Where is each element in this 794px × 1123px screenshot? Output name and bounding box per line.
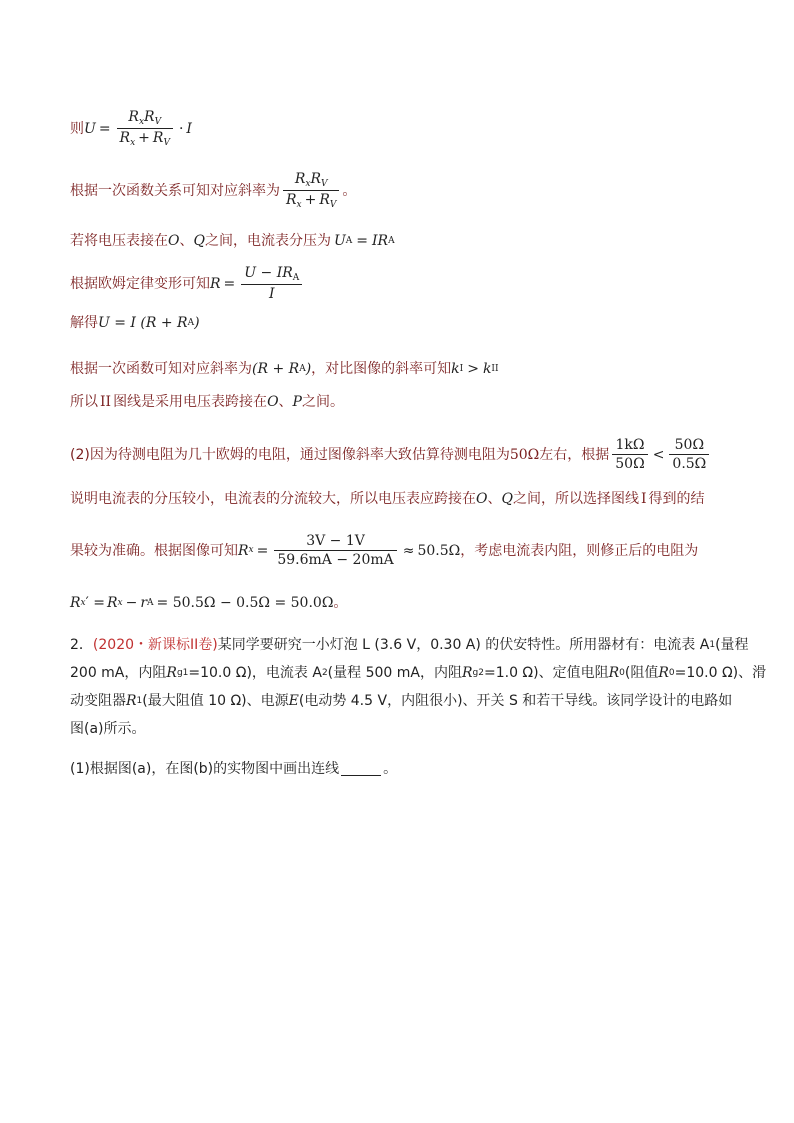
math-eq-4: = bbox=[223, 275, 236, 292]
math-lt: < bbox=[652, 446, 665, 463]
text-graph-I: I bbox=[640, 491, 647, 507]
sub-g1: g1 bbox=[176, 667, 189, 678]
text-l9a: 说明电流表的分压较小，电流表的分流较大，所以电压表应跨接在 bbox=[70, 491, 476, 507]
text-line-8 bbox=[70, 436, 712, 473]
equation-line-1 bbox=[70, 108, 192, 150]
frac2-num: 50Ω bbox=[674, 437, 705, 453]
text-l3a: 若将电压表接在 bbox=[70, 233, 168, 249]
sub-0b: 0 bbox=[668, 667, 675, 678]
problem-text-2c: (量程 500 mA，内阻 bbox=[327, 665, 462, 681]
frac3-den: 59.6mA − 20mA bbox=[277, 552, 394, 569]
math-r: r bbox=[140, 595, 148, 611]
sub-A-5: A bbox=[187, 317, 195, 328]
math-u-ir: U − IR bbox=[244, 265, 293, 281]
frac3-num: 3V − 1V bbox=[306, 533, 365, 549]
math-rv-2d: R bbox=[319, 192, 330, 209]
math-O: O bbox=[168, 233, 180, 249]
problem-text-3a: 动变阻器 bbox=[70, 693, 126, 709]
problem-text-5-end: 。 bbox=[383, 761, 398, 777]
math-eq: = bbox=[98, 120, 111, 137]
problem-source: (2020・新课标II卷) bbox=[92, 637, 218, 653]
math-rx-den: R bbox=[119, 130, 131, 147]
text-l5: 解得 bbox=[70, 315, 98, 331]
problem-2-line-3 bbox=[70, 694, 732, 708]
problem-2-line-4 bbox=[70, 722, 146, 736]
math-UA: U bbox=[333, 233, 346, 249]
problem-text-2e: (阻值 bbox=[624, 665, 659, 681]
fraction-rxrv bbox=[117, 108, 173, 150]
text-l10b: ，考虑电流表内阻，则修正后的电阻为 bbox=[460, 542, 699, 559]
text-graph-II: II bbox=[100, 394, 112, 410]
sub-x-11: x bbox=[80, 597, 86, 608]
math-Rx-11: R bbox=[106, 595, 118, 611]
frac1-num: 1kΩ bbox=[615, 437, 645, 453]
sub-x: x bbox=[138, 117, 145, 127]
math-eq-10: = bbox=[256, 542, 269, 559]
sub-x-den: x bbox=[130, 138, 136, 149]
sub-a2: 2 bbox=[321, 667, 328, 678]
math-U: U bbox=[84, 120, 96, 137]
sub-a1: 1 bbox=[709, 639, 716, 650]
math-rv-2: R bbox=[310, 171, 322, 187]
text-l7c: 之间。 bbox=[301, 394, 344, 410]
math-eq-3: = bbox=[356, 233, 369, 249]
sub-A-4: A bbox=[292, 273, 300, 283]
sub-0: 0 bbox=[619, 667, 625, 678]
fraction-50-05 bbox=[669, 436, 709, 473]
math-Q-9: Q bbox=[501, 491, 513, 507]
text-line-11 bbox=[70, 596, 347, 610]
sub-v-2d: V bbox=[329, 200, 337, 211]
frac1-den: 50Ω bbox=[615, 456, 645, 473]
math-close-5: ) bbox=[194, 315, 200, 331]
text-line-9 bbox=[70, 492, 705, 506]
text-l8b: 左右，根据 bbox=[539, 446, 610, 463]
text-l9b: 之间，所以选择图线 bbox=[512, 491, 639, 507]
math-R-3: R bbox=[377, 233, 389, 249]
math-Rx-10: R bbox=[238, 542, 249, 559]
fraction-slope bbox=[283, 170, 339, 212]
answer-blank[interactable] bbox=[341, 763, 381, 776]
text-period: 。 bbox=[342, 182, 357, 199]
problem-text-1-end: (量程 bbox=[715, 637, 749, 653]
math-R-g2: R bbox=[461, 665, 473, 681]
text-line-10 bbox=[70, 532, 698, 569]
math-R-g1: R bbox=[166, 665, 177, 681]
text-period-11: 。 bbox=[333, 595, 348, 611]
problem-2-line-2 bbox=[70, 666, 766, 680]
problem-2-line-5 bbox=[70, 762, 397, 776]
text-50ohm: 50Ω bbox=[509, 446, 540, 463]
math-R-0: R bbox=[608, 665, 620, 681]
math-P-7: P bbox=[292, 394, 302, 410]
text-l6b: ，对比图像的斜率可知 bbox=[311, 361, 452, 377]
text-l7a: 所以 bbox=[70, 394, 98, 410]
math-approx: ≈ bbox=[402, 542, 415, 559]
sub-A: A bbox=[345, 235, 353, 246]
text-line-6 bbox=[70, 362, 499, 376]
math-plus: + bbox=[138, 130, 150, 147]
text-ze: 则 bbox=[70, 120, 84, 137]
math-prime: ′ = bbox=[85, 595, 105, 611]
math-minus-11: − bbox=[125, 595, 138, 611]
math-rx: R bbox=[128, 109, 139, 125]
sub-x-11b: x bbox=[117, 597, 123, 608]
text-l8a: (2)因为待测电阻为几十欧姆的电阻，通过图像斜率大致估算待测电阻为 bbox=[70, 446, 510, 463]
problem-text-5: (1)根据图(a)，在图(b)的实物图中画出连线 bbox=[70, 761, 340, 777]
math-I: I bbox=[186, 120, 192, 137]
math-R-1: R bbox=[126, 693, 137, 709]
problem-text-2b: =10.0 Ω)，电流表 A bbox=[188, 665, 322, 681]
sub-v-2: V bbox=[321, 179, 328, 189]
sub-x-2d: x bbox=[296, 200, 302, 211]
sub-A-3: A bbox=[388, 235, 395, 246]
math-slope-close: ) bbox=[305, 361, 312, 377]
math-rv: R bbox=[144, 109, 155, 125]
math-eq11-rest: = 50.5Ω − 0.5Ω = 50.0Ω bbox=[156, 595, 334, 611]
sub-x-10: x bbox=[248, 545, 254, 556]
text-dun: 、 bbox=[179, 233, 194, 249]
problem-text-4: 图(a)所示。 bbox=[70, 721, 146, 737]
text-l7b: 图线是采用电压表跨接在 bbox=[113, 394, 268, 410]
text-line-2 bbox=[70, 170, 356, 212]
math-O-7: O bbox=[267, 394, 279, 410]
problem-text-2f: =10.0 Ω)、滑 bbox=[674, 665, 767, 681]
math-R-4: R bbox=[210, 275, 221, 292]
problem-text-2d: =1.0 Ω)、定值电阻 bbox=[483, 665, 609, 681]
math-eq5: U = I (R + R bbox=[98, 315, 188, 331]
math-Rxp: R bbox=[70, 595, 81, 611]
math-E: E bbox=[288, 693, 299, 709]
text-l4: 根据欧姆定律变形可知 bbox=[70, 275, 210, 292]
text-line-4 bbox=[70, 264, 305, 303]
math-slope-open: (R + R bbox=[252, 361, 300, 377]
math-rv-den: R bbox=[152, 130, 164, 147]
text-l3b: 之间，电流表分压为 bbox=[204, 233, 331, 249]
math-k2: k bbox=[482, 361, 492, 377]
math-rx-2: R bbox=[294, 171, 306, 187]
problem-number: 2． bbox=[70, 637, 93, 653]
text-l6a: 根据一次函数可知对应斜率为 bbox=[70, 361, 252, 377]
problem-text-3b: (最大阻值 10 Ω)、电源 bbox=[142, 693, 289, 709]
math-gt: > bbox=[467, 361, 479, 377]
math-R-0b: R bbox=[658, 665, 669, 681]
problem-text-2a: 200 mA，内阻 bbox=[70, 665, 167, 681]
text-line-3 bbox=[70, 234, 395, 248]
frac2-den: 0.5Ω bbox=[672, 456, 707, 473]
text-slope-intro: 根据一次函数关系可知对应斜率为 bbox=[70, 182, 280, 199]
sub-A-6: A bbox=[299, 363, 306, 374]
sub-A-11: A bbox=[147, 597, 154, 608]
fraction-resistance bbox=[274, 532, 396, 569]
math-I-4: I bbox=[269, 286, 275, 303]
sub-k1: I bbox=[459, 363, 464, 374]
text-505: 50.5Ω bbox=[417, 542, 461, 559]
sub-v-den: V bbox=[163, 138, 170, 149]
text-dun-7: 、 bbox=[278, 394, 293, 410]
sub-v: V bbox=[154, 117, 162, 127]
math-rx-2d: R bbox=[286, 192, 297, 209]
math-dot: · bbox=[178, 120, 184, 137]
sub-x-2: x bbox=[305, 179, 311, 189]
fraction-1k-50 bbox=[612, 436, 647, 473]
text-dun-9: 、 bbox=[487, 491, 502, 507]
text-line-5 bbox=[70, 316, 200, 330]
sub-k2: II bbox=[491, 363, 499, 374]
problem-text-3c: (电动势 4.5 V，内阻很小)、开关 S 和若干导线。该同学设计的电路如 bbox=[298, 693, 733, 709]
problem-2-line-1 bbox=[70, 638, 749, 652]
math-plus-2: + bbox=[304, 192, 317, 209]
sub-1: 1 bbox=[136, 695, 143, 706]
sub-g2: g2 bbox=[472, 667, 484, 678]
problem-text-1: 某同学要研究一小灯泡 L (3.6 V，0.30 A) 的伏安特性。所用器材有：电流表 A bbox=[217, 637, 710, 653]
fraction-ohm bbox=[241, 264, 302, 303]
math-k1: k bbox=[451, 361, 460, 377]
math-I-3: I bbox=[372, 233, 378, 249]
math-O-9: O bbox=[476, 491, 488, 507]
text-l9c: 得到的结 bbox=[648, 491, 705, 507]
math-Q: Q bbox=[193, 233, 205, 249]
text-l10a: 果较为准确。根据图像可知 bbox=[70, 542, 238, 559]
text-line-7 bbox=[70, 395, 344, 409]
